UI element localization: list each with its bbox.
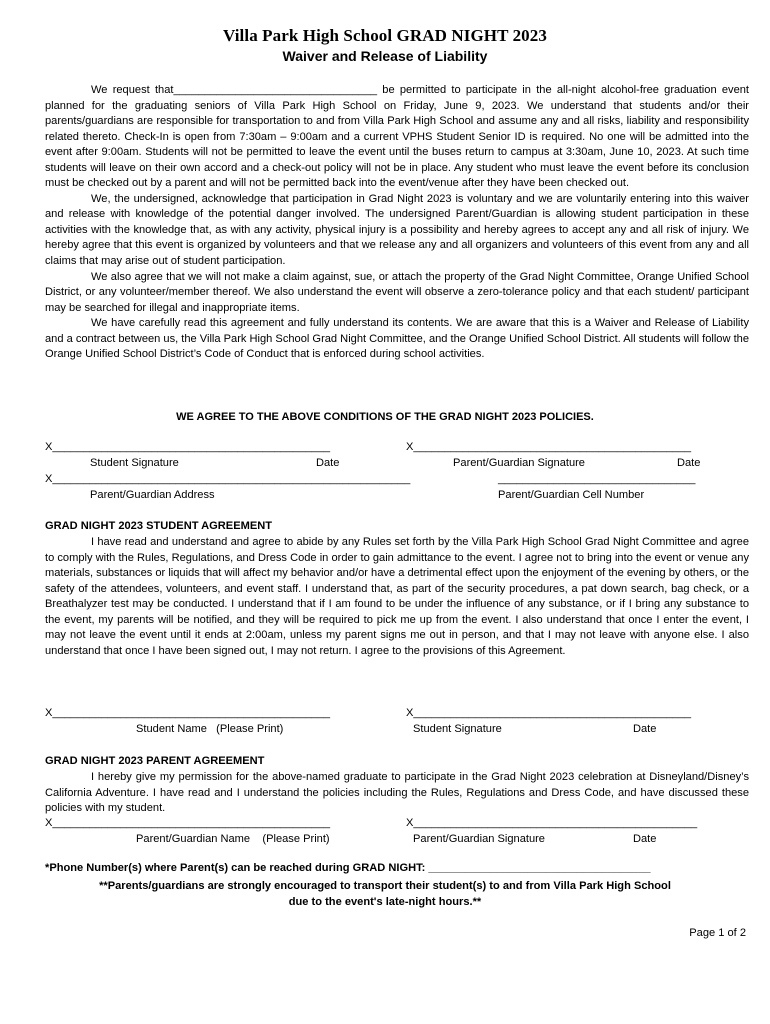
parent-signature-label: Parent/Guardian Signature — [453, 457, 585, 469]
student-agreement-signature-line[interactable]: X_____________________________________________ — [406, 707, 692, 719]
parent-agreement-date-label: Date — [633, 833, 657, 845]
waiver-paragraph-4: We have carefully read this agreement and fully understand its contents. We are aware that this is a Waiver and Release of Liability and a contract between us, the Villa Park High School Grad Night Committee, and the Orange Unified School District. All students will follow the Orange Unified School District’s Code of Conduct that is enforced during school activities. — [45, 317, 749, 361]
parent-address-label: Parent/Guardian Address — [90, 489, 215, 501]
parent-agreement-signature-line[interactable]: X______________________________________________ — [406, 817, 698, 829]
parent-signature-line[interactable]: X_____________________________________________ — [406, 441, 692, 453]
parent-address-line[interactable]: X__________________________________________________________ — [45, 473, 411, 485]
student-agreement-heading: GRAD NIGHT 2023 STUDENT AGREEMENT — [45, 520, 273, 532]
student-name-label: Student Name (Please Print) — [136, 723, 284, 735]
page-subtitle: Waiver and Release of Liability — [282, 48, 488, 64]
waiver-paragraph-1: We request that_________________________________ be permitted to participate in the all-night alcohol-free graduation event planned for the graduating seniors of Villa Park High School on Friday, June 9, 2023. We understand that students and/or their parents/guardians are responsible for transportation to and from Villa Park High School and assume any and all risks, liability and responsibility related thereto. Check-In is open from 7:30am – 9:00am and a current VPHS Student Senior ID is required. No one will be admitted into the event after 9:00am. Students will not be permitted to leave the event until the buses return to campus at 3:30am, June 10, 2023. At such time students will leave on their own accord and a check-out policy will not be in place. Any student who must leave the event before its conclusion must be checked out by a parent and will not be permitted back into the event/venue after they have been checked out. — [45, 84, 749, 190]
student-agreement-body — [45, 535, 749, 659]
page-title: Villa Park High School GRAD NIGHT 2023 — [222, 26, 547, 45]
student-signature-line[interactable]: X_____________________________________________ — [45, 441, 331, 453]
student-agreement-text: I have read and understand and agree to abide by any Rules set forth by the Villa Park High School Grad Night Committee and agree to comply with the Rules, Regulations, and Dress Code in order to gain admittance to the event. I agree not to bring into the event or venue any materials, substances or liquids that will affect my behavior and/or have a detrimental effect upon the enjoyment of the evening by others, or the safety of the attendees, volunteers, and event staff. I understand that, as part of the security procedures, a pat down search, bag check, or a Breathalyzer test may be conducted. I understand that if I am found to be under the influence of any substance, or if I bring any substance to the event, my parents will be notified, and they will be required to pick me up from the event. I also understand that once I enter the event, I may not leave the event until it ends at 2:00am, unless my parent signs me out in person, and that I may not leave with anyone else. I also understand that once I have been signed out, I may not return. I agree to the provisions of this Agreement. — [45, 536, 749, 657]
student-signature-label: Student Signature — [90, 457, 179, 469]
agree-heading: WE AGREE TO THE ABOVE CONDITIONS OF THE GRAD NIGHT 2023 POLICIES. — [176, 411, 594, 423]
transport-note-line-1: **Parents/guardians are strongly encouraged to transport their student(s) to and from Villa Park High School — [99, 880, 671, 892]
student-name-line[interactable]: X_____________________________________________ — [45, 707, 331, 719]
page-number: Page 1 of 2 — [689, 927, 746, 939]
waiver-paragraph-3: We also agree that we will not make a claim against, sue, or attach the property of the Grad Night Committee, Orange Unified School District, or any volunteer/member thereof. We also understand the event will observe a zero-tolerance policy and that each student/ participant may be searched for illegal and inappropriate items. — [45, 270, 749, 314]
waiver-paragraph-2: We, the undersigned, acknowledge that participation in Grad Night 2023 is voluntary and we are voluntarily entering into this waiver and release with knowledge of the potential danger involved. The undersigned Parent/Guardian is allowing student participation in these activities with the knowledge that, as with any activity, physical injury is a possibility and hereby agrees to accept any and all risk of injury. We hereby agree that this event is organized by volunteers and that we release any and all organizers and volunteers of this event from any and all claims that may arise out of student participation. — [45, 192, 749, 268]
student-agreement-date-label: Date — [633, 723, 657, 735]
parent-cell-label: Parent/Guardian Cell Number — [498, 489, 645, 501]
parent-name-label: Parent/Guardian Name (Please Print) — [136, 833, 330, 845]
parent-name-line[interactable]: X_____________________________________________ — [45, 817, 331, 829]
waiver-body — [45, 83, 749, 363]
student-agreement-signature-label: Student Signature — [413, 723, 502, 735]
parent-agreement-heading: GRAD NIGHT 2023 PARENT AGREEMENT — [45, 755, 265, 767]
date-label-right: Date — [677, 457, 701, 469]
parent-cell-line[interactable]: ________________________________ — [498, 473, 696, 485]
parent-agreement-text: I hereby give my permission for the above-named graduate to participate in the Grad Night 2023 celebration at Disneyland/Disney’s California Adventure. I have read and I understand the policies including the Rules, Regulations and Dress Code, and have discussed these policies with my student. — [45, 771, 749, 815]
parent-agreement-signature-label: Parent/Guardian Signature — [413, 833, 545, 845]
date-label-left: Date — [316, 457, 340, 469]
parent-phone-line[interactable]: *Phone Number(s) where Parent(s) can be reached during GRAD NIGHT: ____________________________________ — [45, 862, 651, 874]
transport-note-line-2: due to the event's late-night hours.** — [288, 896, 482, 908]
parent-agreement-body — [45, 770, 749, 817]
